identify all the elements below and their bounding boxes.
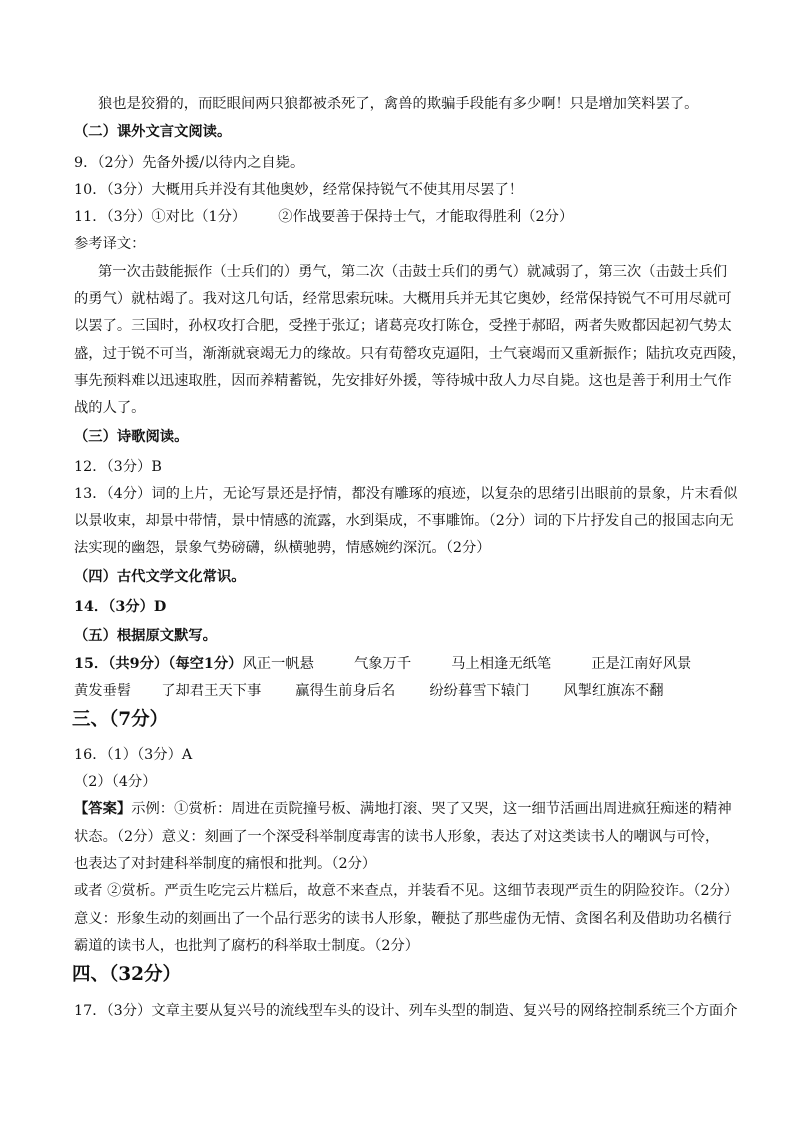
translation-line: 第一次击鼓能振作（士兵们的）勇气，第二次（击鼓士兵们的勇气）就减弱了，第三次（击鼓士兵们 [98,264,728,280]
translation-line: 战的人了。 [74,400,146,416]
answer-10: 10．（3分）大概用兵并没有其他奥妙，经常保持锐气不使其用尽罢了！ [74,182,524,198]
reference-label: 参考译文： [74,236,146,252]
fill-blank-item: 赢得生前身后名 [295,683,396,699]
section-heading: （三）诗歌阅读。 [74,429,189,445]
answer-line: 或者 ②赏析。严贡生吃完云片糕后，故意不来查点，并装看不见。这细节表现严贡生的阴险狡诈。（2分） [74,883,739,899]
answer-13-line: 法实现的幽怨，景象气势磅礴，纵横驰骋，情感婉约深沉。（2分） [74,540,491,556]
fill-blank-item: 黄发垂髫 [74,683,132,699]
fill-blank-item: 气象万千 [353,656,412,672]
answer-9: 9．（2分）先备外援/以待内之自毙。 [74,155,305,171]
fill-blank-item: 马上相逢无纸笔 [451,656,552,672]
fill-blank-item: 正是江南好风景 [591,656,692,672]
fill-blank-item: 风掣红旗冻不翻 [563,683,664,699]
text-line: 狼也是狡猾的，而眨眼间两只狼都被杀死了，禽兽的欺骗手段能有多少啊！只是增加笑料罢了。 [98,96,699,112]
answer-15-row2 [74,681,664,701]
answer-tag: 【答案】 [74,801,132,817]
translation-line: 盛，过于锐不可当，渐渐就衰竭无力的缘故。只有荀罃攻克逼阳，士气衰竭而又重新振作；陆抗攻克西陵， [74,346,746,362]
section-heading: （五）根据原文默写。 [74,628,217,644]
section-heading: （四）古代文学文化常识。 [74,569,246,585]
fill-blank-item: 了却君王天下事 [161,683,262,699]
answer-16-2: （2）（4分） [74,774,157,790]
answer-13-line: 以景收束，却景中带情，景中情感的流露，水到渠成，不事雕饰。（2分）词的下片抒发自己的报国志向无 [74,513,734,529]
answer-line: 状态。（2分）意义：刻画了一个深受科举制度毒害的读书人形象，表达了对这类读书人的嘲讽与可怜， [74,829,720,845]
fill-blank-item: 纷纷暮雪下辕门 [429,683,530,699]
translation-line: 的勇气）就枯竭了。我对这几句话，经常思索玩味。大概用兵并无其它奥妙，经常保持锐气不可用尽就可 [74,291,732,307]
major-section-heading: 三、（7分） [72,709,169,730]
translation-line: 以罢了。三国时，孙权攻打合肥，受挫于张辽；诸葛亮攻打陈仓，受挫于郝昭，两者失败都因起初气势太 [74,318,732,334]
translation-line: 事先预料难以迅速取胜，因而养精蓄锐，先安排好外援，等待城中敌人力尽自毙。这也是善于利用士气作 [74,373,732,389]
answer-line [74,799,732,819]
answer-11-part1: 11．（3分）①对比（1分） [74,209,247,225]
answer-15-row1 [74,654,691,674]
answer-line: 意义：形象生动的刻画出了一个品行恶劣的读书人形象，鞭挞了那些虚伪无情、贪图名利及借助功名横行 [74,911,732,927]
answer-12: 12．（3分）B [74,459,162,475]
fill-blank-item: 风正一帆悬 [242,656,314,672]
answer-11-part2: ②作战要善于保持士气，才能取得胜利（2分） [278,209,574,225]
answer-text: 示例：①赏析：周进在贡院撞号板、满地打滚、哭了又哭，这一细节活画出周进疯狂痴迷的精神 [131,801,732,817]
section-heading: （二）课外文言文阅读。 [74,124,232,140]
answer-15-head: 15．（共9分）（每空1分） [74,656,243,672]
answer-14: 14．（3分）D [74,599,167,615]
answer-11 [74,207,573,227]
answer-13-line: 13．（4分）词的上片，无论写景还是抒情，都没有雕琢的痕迹，以复杂的思绪引出眼前的景象，片末看似 [74,486,738,502]
answer-16-1: 16．（1）（3分）A [74,747,193,763]
answer-17: 17．（3分）文章主要从复兴号的流线型车头的设计、列车头型的制造、复兴号的网络控制系统三个方面介 [74,1003,738,1019]
answer-line: 霸道的读书人，也批判了腐朽的科举取士制度。（2分） [74,938,420,954]
major-section-heading: 四、（32分） [72,964,181,985]
answer-line: 也表达了对封建科举制度的痛恨和批判。（2分） [74,856,377,872]
